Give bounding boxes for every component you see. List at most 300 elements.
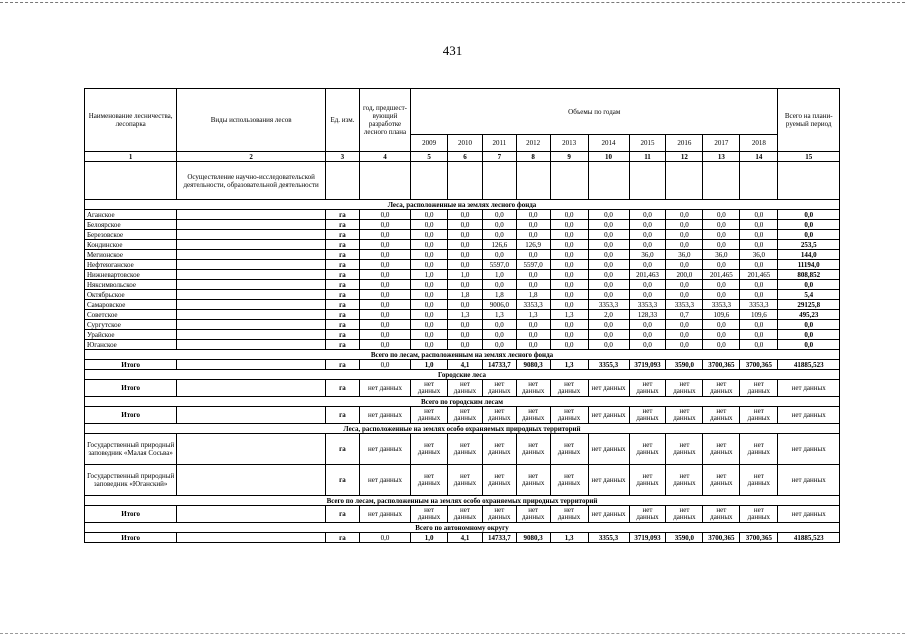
no-data-cell: нет данных [448, 465, 483, 496]
year-value: 0,0 [550, 340, 588, 350]
no-data-cell: нет данных [703, 434, 740, 465]
year-value: 0,0 [550, 320, 588, 330]
year-value: 36,0 [703, 250, 740, 260]
year-value: 0,0 [516, 330, 550, 340]
no-data-cell: нет данных [740, 380, 778, 397]
unit-cell: га [326, 280, 360, 290]
column-number: 3 [326, 152, 360, 162]
period-total: 0,0 [778, 320, 840, 330]
year-value: 0,7 [666, 310, 703, 320]
period-total: 41885,523 [778, 533, 840, 543]
year-value: 0,0 [588, 270, 629, 280]
no-data-cell: нет данных [778, 465, 840, 496]
header-prev-year: год, предшест-вующий разработке лесного плана [359, 89, 410, 152]
kind-cell [177, 506, 326, 523]
prev-year-value: 0,0 [359, 250, 410, 260]
period-total: 0,0 [778, 280, 840, 290]
kind-cell [177, 310, 326, 320]
year-value: 0,0 [588, 280, 629, 290]
year-value: 0,0 [516, 250, 550, 260]
activity-row [85, 162, 840, 200]
no-data-cell: нет данных [740, 506, 778, 523]
year-value: 1,8 [516, 290, 550, 300]
year-value: 0,0 [550, 250, 588, 260]
year-value: 2,0 [588, 310, 629, 320]
period-total: 253,5 [778, 240, 840, 250]
no-data-cell: нет данных [778, 380, 840, 397]
year-value: 0,0 [629, 240, 666, 250]
column-number: 5 [411, 152, 448, 162]
no-data-cell: нет данных [482, 465, 516, 496]
forestry-name: Советское [85, 310, 177, 320]
year-value: 0,0 [411, 240, 448, 250]
total-row [85, 380, 840, 397]
period-total: 808,852 [778, 270, 840, 280]
year-value: 3719,093 [629, 533, 666, 543]
year-value: 0,0 [666, 220, 703, 230]
year-value: 0,0 [740, 290, 778, 300]
no-data-cell: нет данных [778, 434, 840, 465]
year-value: 0,0 [411, 330, 448, 340]
year-value: 0,0 [411, 230, 448, 240]
year-value: 0,0 [629, 330, 666, 340]
year-value: 0,0 [411, 340, 448, 350]
header-unit: Ед. изм. [326, 89, 360, 152]
unit-cell: га [326, 290, 360, 300]
year-value: 3353,3 [588, 300, 629, 310]
no-data-cell: нет данных [629, 380, 666, 397]
column-number: 8 [516, 152, 550, 162]
year-value: 0,0 [550, 230, 588, 240]
year-value: 9080,3 [516, 360, 550, 370]
year-value: 0,0 [516, 340, 550, 350]
no-data-cell: нет данных [629, 407, 666, 424]
table-row [85, 250, 840, 260]
reserve-row [85, 465, 840, 496]
year-value: 0,0 [516, 270, 550, 280]
no-data-cell: нет данных [666, 434, 703, 465]
year-value: 0,0 [629, 280, 666, 290]
year-value: 0,0 [666, 280, 703, 290]
no-data-cell: нет данных [550, 380, 588, 397]
header-row [85, 89, 840, 135]
column-number: 12 [666, 152, 703, 162]
year-value: 36,0 [666, 250, 703, 260]
year-value: 3700,365 [740, 533, 778, 543]
header-kind: Виды использования лесов [177, 89, 326, 152]
year-value: 0,0 [588, 330, 629, 340]
no-data-cell: нет данных [482, 380, 516, 397]
kind-cell [177, 220, 326, 230]
year-value: 0,0 [482, 320, 516, 330]
year-value: 0,0 [448, 320, 483, 330]
year-value: 0,0 [740, 230, 778, 240]
year-value: 5597,0 [482, 260, 516, 270]
year-value: 0,0 [516, 280, 550, 290]
no-data-cell: нет данных [411, 506, 448, 523]
unit-cell: га [326, 250, 360, 260]
year-value: 0,0 [516, 210, 550, 220]
prev-year-value: 0,0 [359, 290, 410, 300]
period-total: 11194,0 [778, 260, 840, 270]
period-total: 0,0 [778, 210, 840, 220]
kind-cell [177, 340, 326, 350]
table-row [85, 230, 840, 240]
kind-cell [177, 360, 326, 370]
no-data-cell: нет данных [740, 407, 778, 424]
year-value: 0,0 [703, 260, 740, 270]
forestry-name: Белоярское [85, 220, 177, 230]
activity-label: Осуществление научно-исследовательской деятельности, образовательной деятельности [177, 162, 326, 200]
forestry-name: Самаровское [85, 300, 177, 310]
column-number-row [85, 152, 840, 162]
prev-year-value: 0,0 [359, 280, 410, 290]
year-value: 3355,3 [588, 533, 629, 543]
year-value: 0,0 [703, 290, 740, 300]
year-value: 0,0 [411, 260, 448, 270]
year-value: 0,0 [666, 210, 703, 220]
year-value: 0,0 [482, 210, 516, 220]
year-header: 2018 [740, 135, 778, 152]
no-data-cell: нет данных [588, 407, 629, 424]
year-value: 14733,7 [482, 533, 516, 543]
section-row [85, 523, 840, 533]
year-value: 3719,093 [629, 360, 666, 370]
year-value: 0,0 [666, 330, 703, 340]
kind-cell [177, 407, 326, 424]
period-total: 144,0 [778, 250, 840, 260]
year-value: 128,33 [629, 310, 666, 320]
year-value: 1,8 [482, 290, 516, 300]
no-data-cell: нет данных [629, 506, 666, 523]
period-total: 0,0 [778, 340, 840, 350]
year-value: 3700,365 [703, 533, 740, 543]
kind-cell [177, 434, 326, 465]
year-value: 0,0 [516, 220, 550, 230]
no-data-cell: нет данных [411, 407, 448, 424]
year-value: 0,0 [411, 250, 448, 260]
year-value: 0,0 [703, 230, 740, 240]
forestry-name: Сургутское [85, 320, 177, 330]
prev-year-value: 0,0 [359, 340, 410, 350]
year-value: 0,0 [411, 290, 448, 300]
no-data-cell: нет данных [482, 434, 516, 465]
no-data-cell: нет данных [588, 380, 629, 397]
unit-cell: га [326, 407, 360, 424]
kind-cell [177, 465, 326, 496]
no-data-cell: нет данных [703, 380, 740, 397]
year-value: 0,0 [666, 230, 703, 240]
unit-cell: га [326, 220, 360, 230]
kind-cell [177, 300, 326, 310]
prev-year-value: 0,0 [359, 210, 410, 220]
column-number: 10 [588, 152, 629, 162]
year-value: 0,0 [448, 330, 483, 340]
table-row [85, 220, 840, 230]
prev-year-value: 0,0 [359, 220, 410, 230]
year-value: 126,9 [516, 240, 550, 250]
forestry-name: Октябрьское [85, 290, 177, 300]
section-district-total: Всего по автономному округу [85, 523, 840, 533]
unit-cell: га [326, 465, 360, 496]
year-value: 0,0 [448, 220, 483, 230]
year-value: 3590,0 [666, 533, 703, 543]
prev-year-value: 0,0 [359, 260, 410, 270]
column-number: 15 [778, 152, 840, 162]
kind-cell [177, 240, 326, 250]
period-total: 41885,523 [778, 360, 840, 370]
forestry-name: Нефтеюганское [85, 260, 177, 270]
table-row [85, 290, 840, 300]
year-value: 200,0 [666, 270, 703, 280]
column-number: 1 [85, 152, 177, 162]
table-row [85, 210, 840, 220]
no-data-cell: нет данных [778, 407, 840, 424]
total-label: Итого [85, 533, 177, 543]
prev-year-value: нет данных [359, 506, 410, 523]
row-label: Итого [85, 407, 177, 424]
unit-cell: га [326, 210, 360, 220]
year-value: 4,1 [448, 533, 483, 543]
year-value: 0,0 [411, 310, 448, 320]
year-value: 0,0 [448, 250, 483, 260]
no-data-cell: нет данных [703, 407, 740, 424]
year-value: 3590,0 [666, 360, 703, 370]
table-row [85, 270, 840, 280]
year-value: 0,0 [448, 260, 483, 270]
year-value: 0,0 [588, 250, 629, 260]
prev-year-value: нет данных [359, 465, 410, 496]
section-row [85, 200, 840, 210]
year-value: 0,0 [629, 230, 666, 240]
no-data-cell: нет данных [448, 434, 483, 465]
year-header: 2016 [666, 135, 703, 152]
table-row [85, 300, 840, 310]
year-value: 109,6 [703, 310, 740, 320]
year-value: 0,0 [666, 340, 703, 350]
year-value: 109,6 [740, 310, 778, 320]
year-value: 0,0 [629, 260, 666, 270]
kind-cell [177, 320, 326, 330]
year-value: 0,0 [629, 210, 666, 220]
year-value: 0,0 [588, 220, 629, 230]
row-label: Государственный природный заповедник «Малая Сосьва» [85, 434, 177, 465]
year-value: 5597,0 [516, 260, 550, 270]
kind-cell [177, 280, 326, 290]
year-value: 0,0 [448, 280, 483, 290]
year-value: 3700,365 [703, 360, 740, 370]
no-data-cell: нет данных [516, 506, 550, 523]
section-row [85, 397, 840, 407]
kind-cell [177, 210, 326, 220]
table-row [85, 340, 840, 350]
year-value: 0,0 [588, 240, 629, 250]
year-value: 3353,3 [629, 300, 666, 310]
header-total: Всего на плани-руемый период [778, 89, 840, 152]
year-value: 0,0 [550, 290, 588, 300]
year-value: 0,0 [740, 320, 778, 330]
year-value: 1,0 [411, 270, 448, 280]
forestry-name: Юганское [85, 340, 177, 350]
year-value: 1,3 [448, 310, 483, 320]
year-value: 1,3 [482, 310, 516, 320]
prev-year-value: 0,0 [359, 230, 410, 240]
forestry-name: Кондинское [85, 240, 177, 250]
total-label: Итого [85, 360, 177, 370]
year-value: 0,0 [550, 220, 588, 230]
year-value: 0,0 [588, 230, 629, 240]
no-data-cell: нет данных [588, 434, 629, 465]
total-row [85, 407, 840, 424]
forestry-name: Няксимвольское [85, 280, 177, 290]
year-value: 0,0 [550, 330, 588, 340]
kind-cell [177, 330, 326, 340]
no-data-cell: нет данных [550, 465, 588, 496]
total-row [85, 533, 840, 543]
year-value: 0,0 [482, 230, 516, 240]
no-data-cell: нет данных [666, 465, 703, 496]
year-value: 0,0 [516, 320, 550, 330]
scan-edge-bottom [0, 633, 905, 634]
no-data-cell: нет данных [703, 465, 740, 496]
no-data-cell: нет данных [740, 434, 778, 465]
unit-cell: га [326, 300, 360, 310]
column-number: 4 [359, 152, 410, 162]
year-value: 0,0 [550, 280, 588, 290]
kind-cell [177, 230, 326, 240]
kind-cell [177, 533, 326, 543]
section-row [85, 350, 840, 360]
no-data-cell: нет данных [588, 465, 629, 496]
year-value: 201,465 [740, 270, 778, 280]
year-value: 3353,3 [516, 300, 550, 310]
table-row [85, 310, 840, 320]
no-data-cell: нет данных [778, 506, 840, 523]
year-value: 0,0 [448, 300, 483, 310]
year-value: 201,465 [703, 270, 740, 280]
kind-cell [177, 380, 326, 397]
prev-year-value: 0,0 [359, 533, 410, 543]
year-value: 0,0 [411, 280, 448, 290]
year-header: 2011 [482, 135, 516, 152]
year-value: 1,3 [550, 533, 588, 543]
forestry-name: Березовское [85, 230, 177, 240]
year-value: 0,0 [411, 220, 448, 230]
prev-year-value: нет данных [359, 434, 410, 465]
section-forest-fund: Леса, расположенные на землях лесного фонда [85, 200, 840, 210]
no-data-cell: нет данных [550, 506, 588, 523]
no-data-cell: нет данных [482, 407, 516, 424]
prev-year-value: 0,0 [359, 320, 410, 330]
table-row [85, 330, 840, 340]
year-value: 0,0 [740, 280, 778, 290]
year-value: 0,0 [588, 320, 629, 330]
prev-year-value: 0,0 [359, 270, 410, 280]
header-name: Наименование лесничества, лесопарка [85, 89, 177, 152]
year-value: 3353,3 [703, 300, 740, 310]
scan-edge-top [0, 2, 905, 3]
year-value: 0,0 [666, 240, 703, 250]
year-value: 1,0 [448, 270, 483, 280]
section-protected-total: Всего по лесам, расположенным на землях особо охраняемых природных территорий [85, 496, 840, 506]
unit-cell: га [326, 380, 360, 397]
prev-year-value: 0,0 [359, 360, 410, 370]
year-value: 0,0 [550, 300, 588, 310]
no-data-cell: нет данных [629, 465, 666, 496]
year-value: 0,0 [482, 280, 516, 290]
year-value: 0,0 [629, 290, 666, 300]
no-data-cell: нет данных [448, 380, 483, 397]
year-value: 0,0 [740, 330, 778, 340]
page-number: 431 [442, 43, 463, 58]
year-value: 0,0 [588, 260, 629, 270]
year-value: 1,0 [411, 360, 448, 370]
period-total: 0,0 [778, 220, 840, 230]
year-header: 2010 [448, 135, 483, 152]
year-value: 9080,3 [516, 533, 550, 543]
unit-cell: га [326, 240, 360, 250]
column-number: 14 [740, 152, 778, 162]
no-data-cell: нет данных [666, 380, 703, 397]
section-city: Городские леса [85, 370, 840, 380]
year-header: 2014 [588, 135, 629, 152]
year-value: 0,0 [666, 260, 703, 270]
no-data-cell: нет данных [448, 506, 483, 523]
year-value: 4,1 [448, 360, 483, 370]
year-value: 1,0 [411, 533, 448, 543]
row-label: Итого [85, 380, 177, 397]
row-label: Итого [85, 506, 177, 523]
no-data-cell: нет данных [666, 407, 703, 424]
no-data-cell: нет данных [448, 407, 483, 424]
no-data-cell: нет данных [482, 506, 516, 523]
no-data-cell: нет данных [703, 506, 740, 523]
year-value: 3353,3 [740, 300, 778, 310]
column-number: 11 [629, 152, 666, 162]
table-row [85, 320, 840, 330]
year-value: 0,0 [482, 250, 516, 260]
reserve-row [85, 434, 840, 465]
year-value: 126,6 [482, 240, 516, 250]
year-value: 1,0 [482, 270, 516, 280]
total-row [85, 506, 840, 523]
no-data-cell: нет данных [516, 465, 550, 496]
year-value: 0,0 [740, 240, 778, 250]
no-data-cell: нет данных [411, 465, 448, 496]
prev-year-value: 0,0 [359, 310, 410, 320]
year-value: 9006,0 [482, 300, 516, 310]
year-value: 0,0 [740, 260, 778, 270]
prev-year-value: 0,0 [359, 300, 410, 310]
year-value: 0,0 [482, 220, 516, 230]
no-data-cell: нет данных [411, 434, 448, 465]
column-number: 7 [482, 152, 516, 162]
year-value: 0,0 [482, 330, 516, 340]
table-row [85, 260, 840, 270]
forestry-name: Аганское [85, 210, 177, 220]
section-protected: Леса, расположенные на землях особо охраняемых природных территорий [85, 424, 840, 434]
unit-cell: га [326, 260, 360, 270]
year-value: 0,0 [629, 320, 666, 330]
section-city-total: Всего по городским лесам [85, 397, 840, 407]
kind-cell [177, 270, 326, 280]
no-data-cell: нет данных [516, 407, 550, 424]
table-row [85, 280, 840, 290]
unit-cell: га [326, 230, 360, 240]
no-data-cell: нет данных [550, 407, 588, 424]
year-header: 2009 [411, 135, 448, 152]
unit-cell: га [326, 330, 360, 340]
